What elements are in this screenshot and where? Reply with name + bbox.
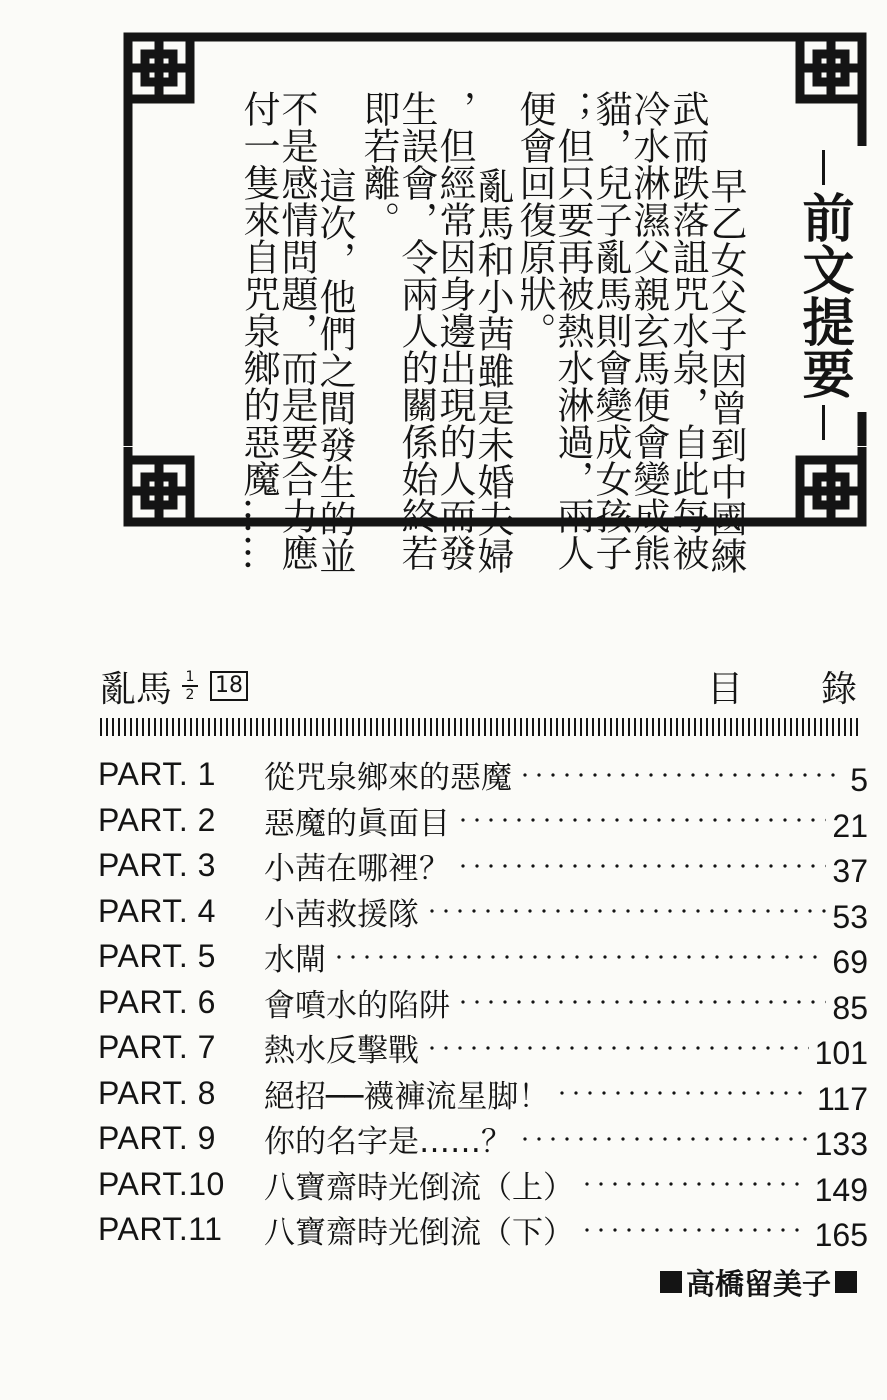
- toc-part: PART. 8: [98, 1074, 216, 1111]
- toc-leader: [555, 1090, 811, 1096]
- title-rule-top: [822, 150, 825, 185]
- toc-leader: [456, 817, 826, 823]
- toc-leader: [425, 908, 826, 914]
- summary-column: 冷水淋濕父親玄馬便會變成熊: [627, 90, 670, 571]
- summary-column: 亂馬和小茜雖是未婚夫婦: [471, 130, 514, 574]
- toc-entry: [98, 1162, 868, 1208]
- summary-column: 生誤會，令兩人的關係始終若: [395, 90, 438, 571]
- toc-part: PART. 5: [98, 938, 216, 975]
- summary-column: 不是感情問題，而是要合力應: [275, 90, 318, 571]
- toc-chapter-title: 八寶齋時光倒流（下）: [264, 1215, 574, 1252]
- toc-leader: [580, 1227, 809, 1233]
- toc-list: [98, 752, 868, 1253]
- toc-chapter-title: 你的名字是……？: [264, 1124, 512, 1161]
- toc-entry: [98, 752, 868, 798]
- series-fraction: [182, 670, 198, 702]
- summary-title: [792, 150, 854, 440]
- toc-divider: [100, 718, 858, 736]
- toc-leader: [456, 999, 826, 1005]
- author-square-left: [660, 1271, 682, 1293]
- toc-page-number: 117: [816, 1080, 868, 1117]
- summary-column: ，但經常因身邊出現的人而發: [433, 90, 476, 571]
- toc-heading-right: 錄: [820, 668, 857, 710]
- toc-leader: [332, 954, 826, 960]
- toc-heading: [707, 664, 857, 708]
- toc-entry: [98, 1071, 868, 1117]
- knot-bottom-left: [128, 447, 212, 522]
- toc-leader: [518, 772, 844, 778]
- toc-part: PART. 9: [98, 1120, 216, 1157]
- toc-chapter-title: 會噴水的陷阱: [264, 987, 450, 1024]
- summary-column: 貓，兒子亂馬則會變成女孩子: [589, 90, 632, 571]
- toc-entry: [98, 1207, 868, 1253]
- toc-entry: [98, 1116, 868, 1162]
- summary-column: 武而跌落詛咒水泉，自此每被: [666, 90, 709, 571]
- author-name: 高橋留美子: [685, 1266, 831, 1301]
- toc-chapter-title: 惡魔的眞面目: [264, 805, 450, 842]
- toc-part: PART. 3: [98, 847, 216, 884]
- toc-entry: [98, 889, 868, 935]
- toc-page-number: 5: [850, 762, 868, 799]
- toc-chapter-title: 絕招──襪褲流星脚！: [264, 1078, 550, 1115]
- toc-heading-left: 目: [707, 668, 744, 710]
- series-name: 亂馬: [100, 668, 173, 710]
- summary-column: 即若離。: [357, 90, 400, 238]
- toc-entry: [98, 934, 868, 980]
- toc-page-number: 149: [814, 1171, 868, 1208]
- toc-leader: [456, 863, 826, 869]
- summary-title-text: 前文提要: [793, 191, 854, 399]
- toc-page-number: 37: [832, 853, 868, 890]
- toc-page-number: 133: [814, 1126, 868, 1163]
- toc-chapter-title: 小茜救援隊: [264, 896, 419, 933]
- knot-top-right: [778, 37, 862, 112]
- toc-part: PART. 4: [98, 892, 216, 929]
- toc-chapter-title: 從咒泉鄉來的惡魔: [264, 760, 512, 797]
- summary-column: ；但只要再被熱水淋過，兩人: [551, 90, 594, 571]
- toc-part: PART. 1: [98, 756, 216, 793]
- toc-part: PART. 7: [98, 1029, 216, 1066]
- toc-page-number: 21: [832, 807, 868, 844]
- toc-entry: [98, 1025, 868, 1071]
- toc-chapter-title: 熱水反擊戰: [264, 1033, 419, 1070]
- toc-page-number: 69: [832, 944, 868, 981]
- summary-column: 早乙女父子因曾到中國練: [704, 130, 747, 574]
- toc-chapter-title: 小茜在哪裡？: [264, 851, 450, 888]
- toc-page-number: 165: [814, 1217, 868, 1254]
- toc-leader: [425, 1045, 809, 1051]
- knot-bottom-right: [778, 447, 862, 522]
- series-title: [100, 664, 248, 708]
- toc-entry: [98, 798, 868, 844]
- title-rule-bottom: [822, 405, 825, 440]
- toc-part: PART.10: [98, 1165, 225, 1202]
- toc-entry: [98, 980, 868, 1026]
- toc-entry: [98, 843, 868, 889]
- toc-page-number: 101: [814, 1035, 868, 1072]
- toc-leader: [580, 1181, 809, 1187]
- summary-column: 便會回復原狀。: [513, 90, 556, 349]
- summary-column: 這次，他們之間發生的並: [313, 130, 356, 574]
- toc-part: PART. 2: [98, 801, 216, 838]
- toc-part: PART.11: [98, 1211, 223, 1248]
- summary-column: 付一隻來自咒泉鄉的惡魔……: [237, 90, 280, 571]
- toc-chapter-title: 水閘: [264, 942, 326, 979]
- toc-page-number: 85: [832, 989, 868, 1026]
- toc-leader: [518, 1136, 809, 1142]
- author-square-right: [835, 1271, 857, 1293]
- author-credit: [660, 1262, 857, 1302]
- volume-number: 18: [210, 671, 248, 701]
- toc-part: PART. 6: [98, 983, 216, 1020]
- fraction-denominator: 2: [185, 687, 195, 703]
- toc-page-number: 53: [832, 898, 868, 935]
- toc-chapter-title: 八寶齋時光倒流（上）: [264, 1169, 574, 1206]
- fraction-numerator: 1: [185, 669, 195, 685]
